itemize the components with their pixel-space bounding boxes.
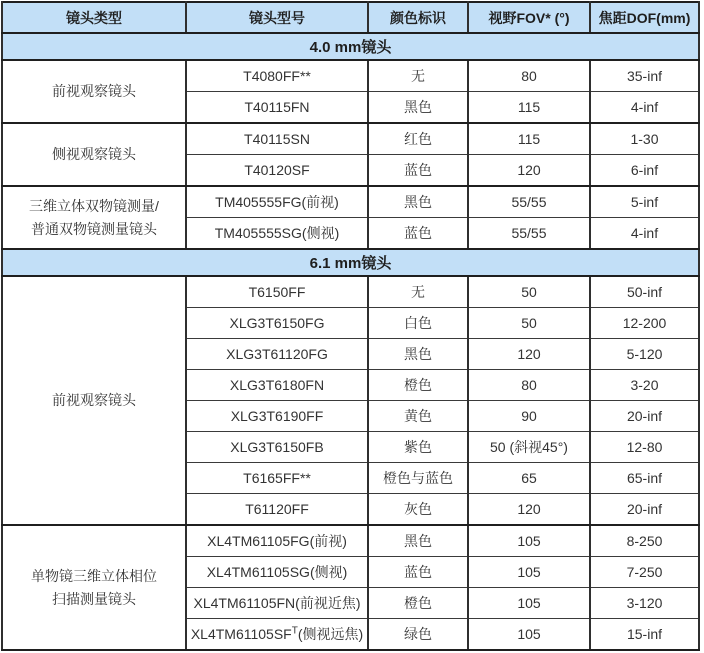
model-cell: T6165FF**: [186, 463, 368, 494]
fov-cell: 50: [468, 308, 590, 339]
model-cell: T40115SN: [186, 123, 368, 155]
col-header-dof: 焦距DOF(mm): [590, 2, 699, 33]
lens-type-cell: 前视观察镜头: [2, 276, 186, 525]
dof-cell: 3-20: [590, 370, 699, 401]
color-cell: 灰色: [368, 494, 468, 526]
color-cell: 黑色: [368, 92, 468, 124]
model-cell: TM405555SG(侧视): [186, 218, 368, 250]
table-row: [2, 525, 699, 557]
page: [0, 1, 704, 653]
lens-spec-table: [1, 1, 700, 651]
table-row: [2, 123, 699, 155]
dof-cell: 7-250: [590, 557, 699, 588]
section-title: 4.0 mm镜头: [2, 33, 699, 60]
model-superscript: T: [291, 625, 298, 637]
fov-cell: 50: [468, 276, 590, 308]
model-cell: XL4TM61105SG(侧视): [186, 557, 368, 588]
color-cell: 无: [368, 60, 468, 92]
model-cell: XLG3T6190FF: [186, 401, 368, 432]
fov-cell: 50 (斜视45°): [468, 432, 590, 463]
table-row: [2, 186, 699, 218]
color-cell: 无: [368, 276, 468, 308]
color-cell: 黑色: [368, 186, 468, 218]
model-cell: XLG3T6150FB: [186, 432, 368, 463]
fov-cell: 120: [468, 155, 590, 187]
dof-cell: 5-inf: [590, 186, 699, 218]
color-cell: 蓝色: [368, 557, 468, 588]
color-cell: 橙色: [368, 370, 468, 401]
model-cell: [186, 619, 368, 651]
fov-cell: 105: [468, 588, 590, 619]
fov-cell: 65: [468, 463, 590, 494]
dof-cell: 20-inf: [590, 401, 699, 432]
dof-cell: 65-inf: [590, 463, 699, 494]
lens-type-cell: 单物镜三维立体相位 扫描测量镜头: [2, 525, 186, 650]
fov-cell: 120: [468, 494, 590, 526]
dof-cell: 4-inf: [590, 92, 699, 124]
model-cell: T40120SF: [186, 155, 368, 187]
fov-cell: 115: [468, 92, 590, 124]
fov-cell: 55/55: [468, 218, 590, 250]
model-cell: XL4TM61105FG(前视): [186, 525, 368, 557]
fov-cell: 120: [468, 339, 590, 370]
model-cell: T61120FF: [186, 494, 368, 526]
model-cell: TM405555FG(前视): [186, 186, 368, 218]
dof-cell: 5-120: [590, 339, 699, 370]
dof-cell: 50-inf: [590, 276, 699, 308]
fov-cell: 90: [468, 401, 590, 432]
model-cell: XL4TM61105FN(前视近焦): [186, 588, 368, 619]
lens-type-cell: 侧视观察镜头: [2, 123, 186, 186]
table-row: [2, 60, 699, 92]
dof-cell: 4-inf: [590, 218, 699, 250]
model-text: XL4TM61105SF: [190, 626, 292, 642]
dof-cell: 12-80: [590, 432, 699, 463]
section-title: 6.1 mm镜头: [2, 249, 699, 276]
table-header-row: [2, 2, 699, 33]
col-header-fov: 视野FOV* (°): [468, 2, 590, 33]
dof-cell: 12-200: [590, 308, 699, 339]
color-cell: 绿色: [368, 619, 468, 651]
model-cell: T40115FN: [186, 92, 368, 124]
color-cell: 橙色: [368, 588, 468, 619]
col-header-model: 镜头型号: [186, 2, 368, 33]
section-row-4mm: [2, 33, 699, 60]
fov-cell: 105: [468, 525, 590, 557]
col-header-color: 颜色标识: [368, 2, 468, 33]
model-cell: T6150FF: [186, 276, 368, 308]
dof-cell: 1-30: [590, 123, 699, 155]
section-row-6mm: [2, 249, 699, 276]
dof-cell: 15-inf: [590, 619, 699, 651]
color-cell: 黑色: [368, 339, 468, 370]
model-cell: XLG3T6180FN: [186, 370, 368, 401]
fov-cell: 105: [468, 557, 590, 588]
color-cell: 紫色: [368, 432, 468, 463]
color-cell: 橙色与蓝色: [368, 463, 468, 494]
color-cell: 红色: [368, 123, 468, 155]
dof-cell: 35-inf: [590, 60, 699, 92]
color-cell: 黑色: [368, 525, 468, 557]
fov-cell: 55/55: [468, 186, 590, 218]
color-cell: 黄色: [368, 401, 468, 432]
fov-cell: 80: [468, 370, 590, 401]
dof-cell: 3-120: [590, 588, 699, 619]
dof-cell: 6-inf: [590, 155, 699, 187]
model-cell: T4080FF**: [186, 60, 368, 92]
table-row: [2, 276, 699, 308]
model-cell: XLG3T61120FG: [186, 339, 368, 370]
model-cell: XLG3T6150FG: [186, 308, 368, 339]
color-cell: 蓝色: [368, 155, 468, 187]
color-cell: 白色: [368, 308, 468, 339]
fov-cell: 105: [468, 619, 590, 651]
color-cell: 蓝色: [368, 218, 468, 250]
fov-cell: 80: [468, 60, 590, 92]
dof-cell: 20-inf: [590, 494, 699, 526]
lens-type-cell: 前视观察镜头: [2, 60, 186, 123]
dof-cell: 8-250: [590, 525, 699, 557]
fov-cell: 115: [468, 123, 590, 155]
lens-type-cell: 三维立体双物镜测量/ 普通双物镜测量镜头: [2, 186, 186, 249]
model-suffix: (侧视远焦): [297, 626, 364, 642]
col-header-lens-type: 镜头类型: [2, 2, 186, 33]
